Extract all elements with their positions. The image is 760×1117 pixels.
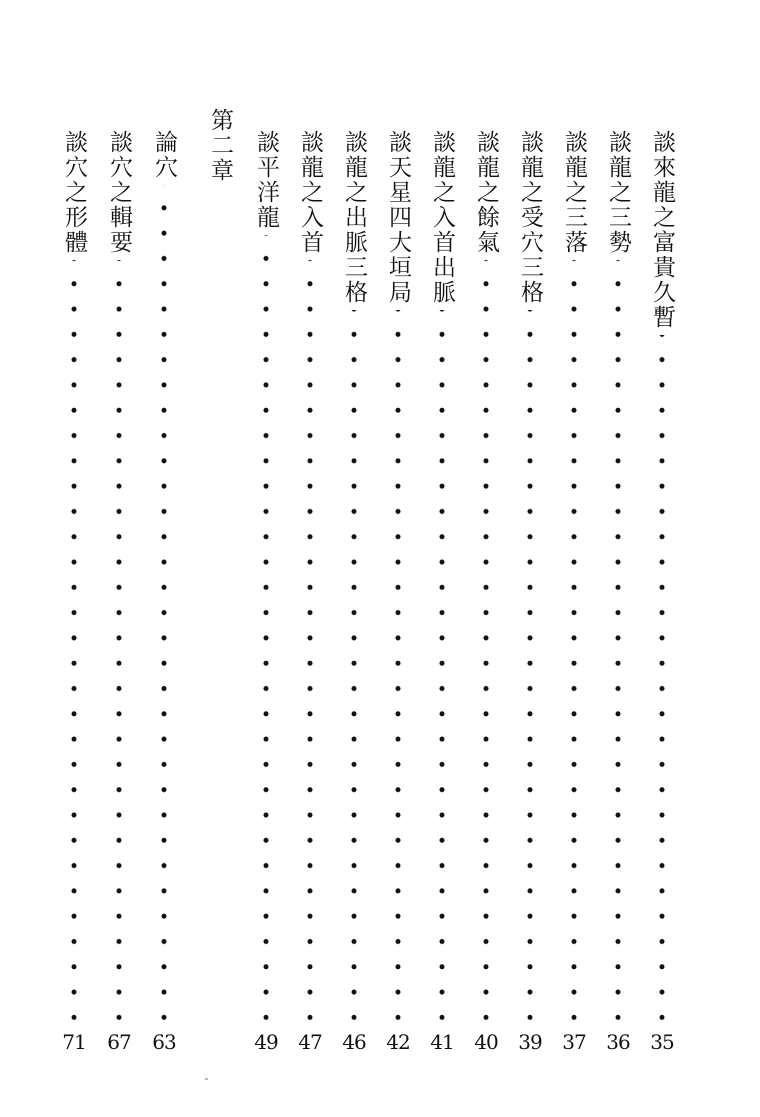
toc-entry-page: 39: [518, 1030, 542, 1054]
leader-dots: [54, 260, 94, 1030]
scan-speck: [205, 1078, 208, 1080]
toc-entry-page: 35: [650, 1030, 674, 1054]
toc-entry: [290, 130, 330, 1030]
toc-entry-title: 談龍之三勢: [605, 130, 631, 255]
toc-entry-title: 談穴之形體: [61, 130, 87, 255]
chapter-heading: 第二章: [207, 108, 233, 183]
leader-dots: [510, 310, 550, 1030]
toc-entry: [422, 130, 462, 1030]
leader-dots: [144, 185, 184, 1030]
toc-entry-page: 40: [474, 1030, 498, 1054]
toc-entry: [99, 130, 139, 1030]
leader-dots: [642, 335, 682, 1030]
toc-entry-title: 談龍之出脈三格: [341, 130, 367, 305]
toc-entry-page: 46: [342, 1030, 366, 1054]
leader-dots: [334, 310, 374, 1030]
toc-entry: [378, 130, 418, 1030]
toc-entry: [246, 130, 286, 1030]
toc-entry-title: 談龍之受穴三格: [517, 130, 543, 305]
leader-dots: [422, 310, 462, 1030]
leader-dots: [598, 260, 638, 1030]
leader-dots: [99, 260, 139, 1030]
toc-entry-title: 談穴之輯要: [106, 130, 132, 255]
toc-entry: [466, 130, 506, 1030]
toc-entry-page: 49: [254, 1030, 278, 1054]
leader-dots: [378, 310, 418, 1030]
toc-entry: [598, 130, 638, 1030]
toc-entry-title: 談龍之三落: [561, 130, 587, 255]
toc-entry: [642, 130, 682, 1030]
leader-dots: [290, 260, 330, 1030]
toc-entry-page: 37: [562, 1030, 586, 1054]
toc-entry-page: 41: [430, 1030, 454, 1054]
leader-dots: [246, 235, 286, 1030]
toc-entry-title: 談龍之入首出脈: [429, 130, 455, 305]
toc-entry-page: 67: [107, 1030, 131, 1054]
toc-entry: [554, 130, 594, 1030]
toc-entry-page: 71: [62, 1030, 86, 1054]
leader-dots: [554, 260, 594, 1030]
toc-entry-title: 談龍之餘氣: [473, 130, 499, 255]
toc-entry-title: 談天星四大垣局: [385, 130, 411, 305]
leader-dots: [466, 260, 506, 1030]
toc-entry: [54, 130, 94, 1030]
toc-entry: [144, 130, 184, 1030]
toc-entry: [510, 130, 550, 1030]
toc-entry-page: 42: [386, 1030, 410, 1054]
toc-entry-page: 47: [298, 1030, 322, 1054]
toc-entry-title: 談平洋龍: [253, 130, 279, 230]
toc-entry-title: 談來龍之富貴久暫: [649, 130, 675, 330]
toc-entry: [334, 130, 374, 1030]
toc-entry-page: 63: [152, 1030, 176, 1054]
toc-entry-page: 36: [606, 1030, 630, 1054]
toc-entry-title: 論穴: [151, 130, 177, 180]
toc-entry-title: 談龍之入首: [297, 130, 323, 255]
